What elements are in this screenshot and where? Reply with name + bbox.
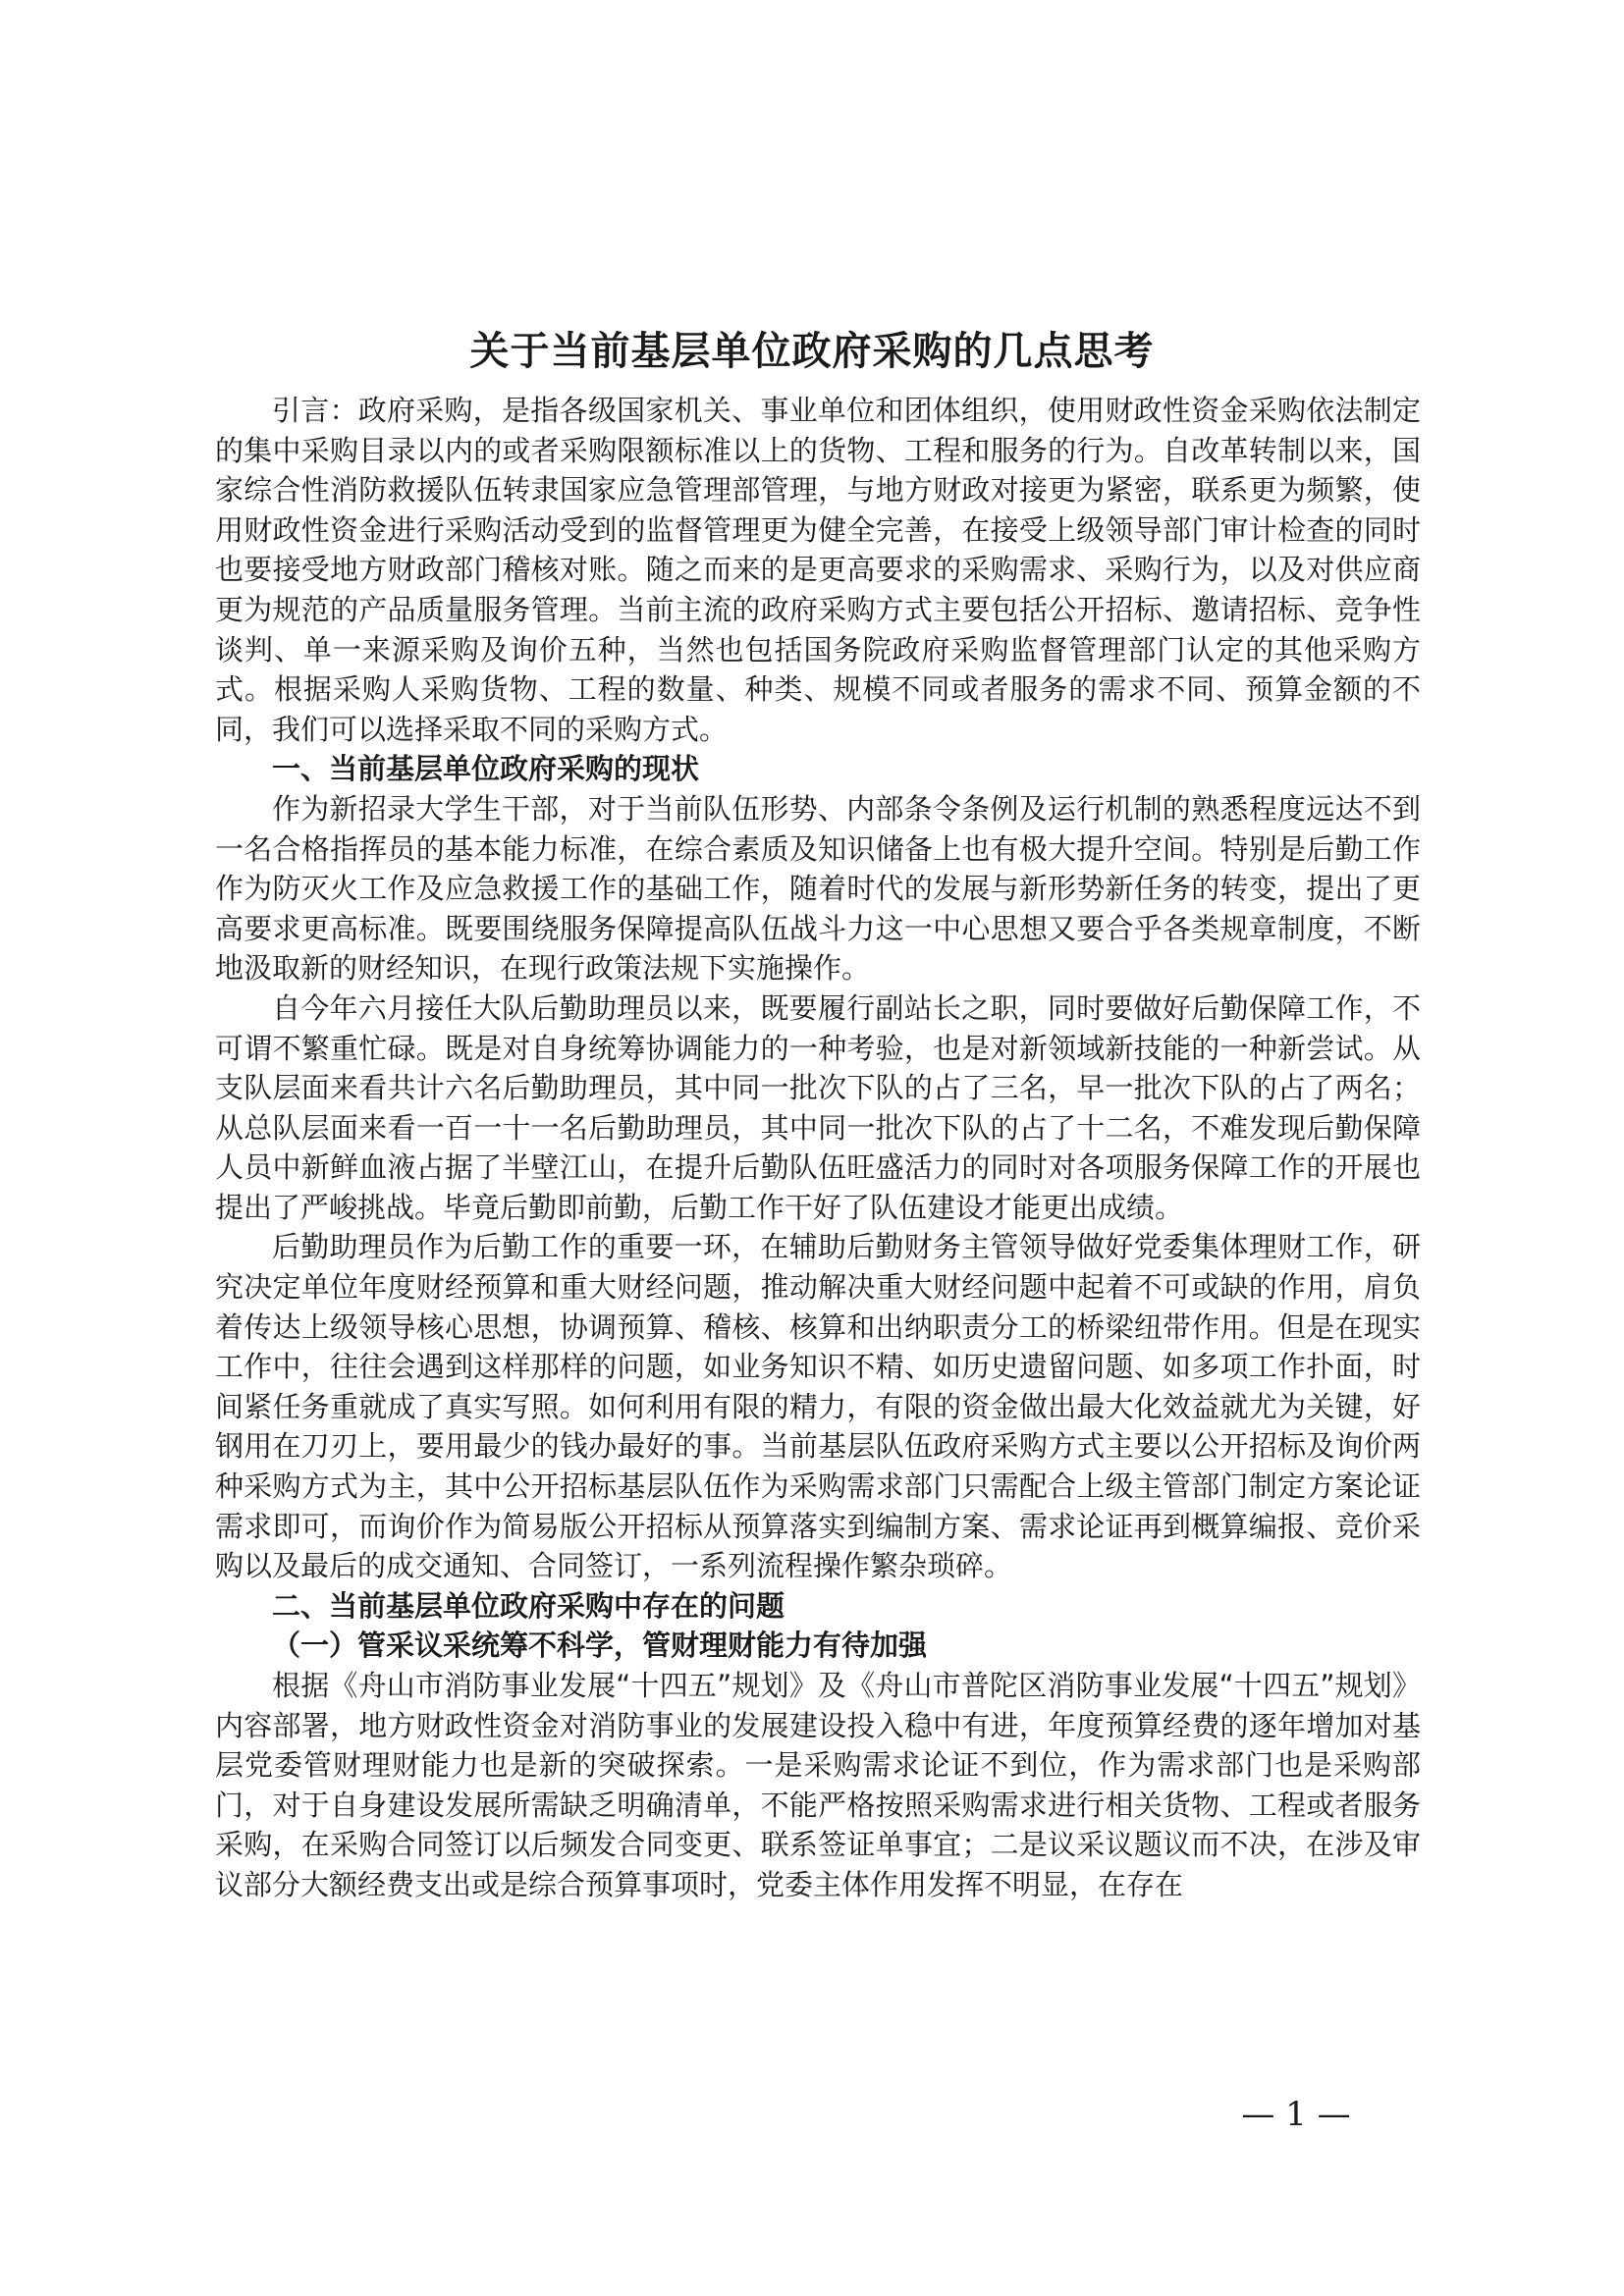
page-number: — 1 —: [1241, 2095, 1351, 2134]
document-title: 关于当前基层单位政府采购的几点思考: [469, 329, 1155, 374]
section-1-paragraph-2: 自今年六月接任大队后勤助理员以来，既要履行副站长之职，同时要做好后勤保障工作，不可谓不繁重忙碌。既是对自身统筹协调能力的一种考验，也是对新领域新技能的一种新尝试。从支队层面来看共计六名后勤助理员，其中同一批次下队的占了三名，早一批次下队的占了两名；从总队层面来看一百一十一名后勤助理员，其中同一批次下队的占了十二名，不难发现后勤保障人员中新鲜血液占据了半壁江山，在提升后勤队伍旺盛活力的同时对各项服务保障工作的开展也提出了严峻挑战。毕竟后勤即前勤，后勤工作干好了队伍建设才能更出成绩。: [215, 990, 1421, 1224]
subsection-heading-2-1: （一）管采议采统筹不科学，管财理财能力有待加强: [272, 1629, 928, 1663]
section-heading-1: 一、当前基层单位政府采购的现状: [272, 752, 700, 786]
intro-paragraph: 引言：政府采购，是指各级国家机关、事业单位和团体组织，使用财政性资金采购依法制定的集中采购目录以内的或者采购限额标准以上的货物、工程和服务的行为。自改革转制以来，国家综合性消防救援队伍转隶国家应急管理部管理，与地方财政对接更为紧密，联系更为频繁，使用财政性资金进行采购活动受到的监督管理更为健全完善，在接受上级领导部门审计检查的同时也要接受地方财政部门稽核对账。随之而来的是更高要求的采购需求、采购行为，以及对供应商更为规范的产品质量服务管理。当前主流的政府采购方式主要包括公开招标、邀请招标、竞争性谈判、单一来源采购及询价五种，当然也包括国务院政府采购监督管理部门认定的其他采购方式。根据采购人采购货物、工程的数量、种类、规模不同或者服务的需求不同、预算金额的不同，我们可以选择采取不同的采购方式。: [215, 394, 1421, 746]
section-2-paragraph-1: 根据《舟山市消防事业发展“十四五”规划》及《舟山市普陀区消防事业发展“十四五”规划》内容部署，地方财政性资金对消防事业的发展建设投入稳中有进，年度预算经费的逐年增加对基层党委管财理财能力也是新的突破探索。一是采购需求论证不到位，作为需求部门也是采购部门，对于自身建设发展所需缺乏明确清单，不能严格按照采购需求进行相关货物、工程或者服务采购，在采购合同签订以后频发合同变更、联系签证单事宜；二是议采议题议而不决，在涉及审议部分大额经费支出或是综合预算事项时，党委主体作用发挥不明显，在存在: [215, 1669, 1421, 1901]
section-heading-2: 二、当前基层单位政府采购中存在的问题: [272, 1588, 785, 1623]
document-body: [215, 391, 1421, 1905]
section-1-paragraph-1: 作为新招录大学生干部，对于当前队伍形势、内部条令条例及运行机制的熟悉程度远达不到一名合格指挥员的基本能力标准，在综合素质及知识储备上也有极大提升空间。特别是后勤工作作为防灭火工作及应急救援工作的基础工作，随着时代的发展与新形势新任务的转变，提出了更高要求更高标准。既要围绕服务保障提高队伍战斗力这一中心思想又要合乎各类规章制度，不断地汲取新的财经知识，在现行政策法规下实施操作。: [215, 791, 1421, 986]
section-1-paragraph-3: 后勤助理员作为后勤工作的重要一环，在辅助后勤财务主管领导做好党委集体理财工作，研究决定单位年度财经预算和重大财经问题，推动解决重大财经问题中起着不可或缺的作用，肩负着传达上级领导核心思想，协调预算、稽核、核算和出纳职责分工的桥梁纽带作用。但是在现实工作中，往往会遇到这样那样的问题，如业务知识不精、如历史遗留问题、如多项工作扑面，时间紧任务重就成了真实写照。如何利用有限的精力，有限的资金做出最大化效益就尤为关键，好钢用在刀刃上，要用最少的钱办最好的事。当前基层队伍政府采购方式主要以公开招标及询价两种采购方式为主，其中公开招标基层队伍作为采购需求部门只需配合上级主管部门制定方案论证需求即可，而询价作为简易版公开招标从预算落实到编制方案、需求论证再到概算编报、竞价采购以及最后的成交通知、合同签订，一系列流程操作繁杂琐碎。: [215, 1230, 1421, 1583]
